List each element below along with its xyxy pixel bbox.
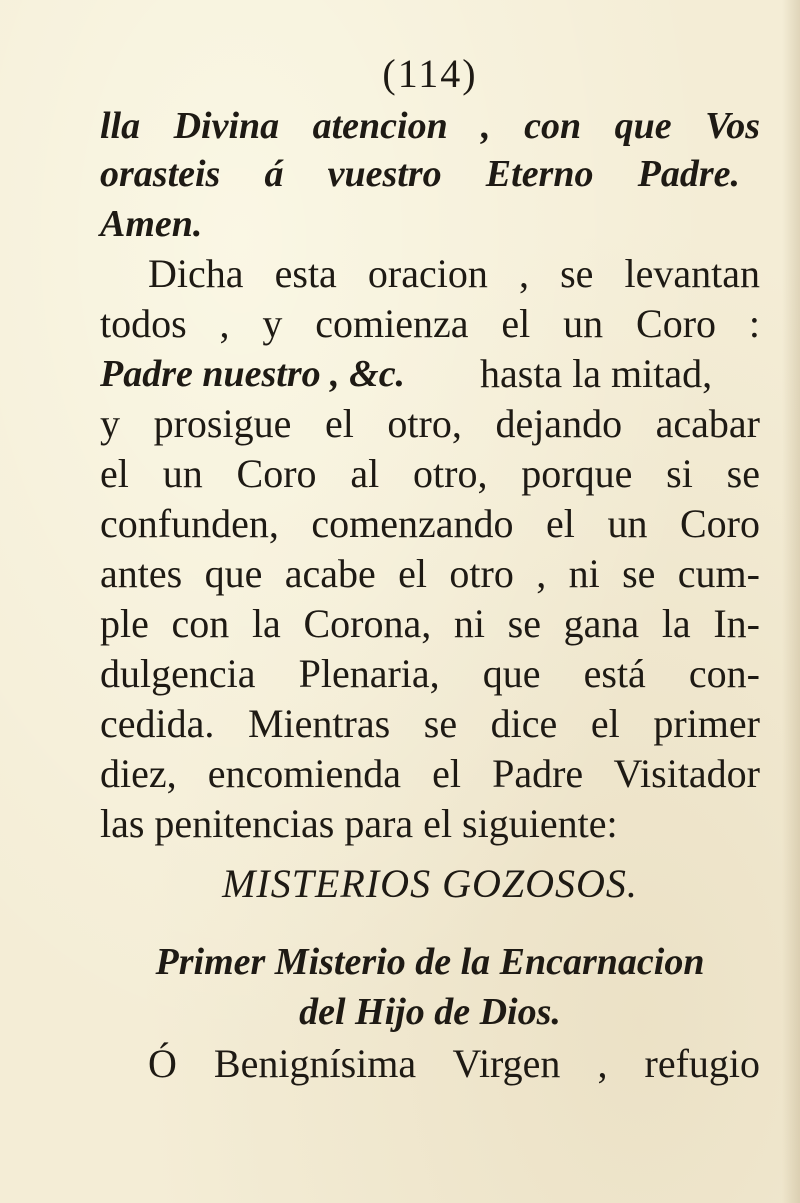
page-edge-shadow — [782, 0, 800, 1203]
text-line-1: lla Divina atencion , con que Vos — [100, 105, 760, 147]
text-line-11: ple con la Corona, ni se gana la In- — [100, 601, 760, 646]
text-line-8: el un Coro al otro, porque si se — [100, 451, 760, 496]
subheading-line-2: del Hijo de Dios. — [299, 991, 561, 1033]
text-line-7: y prosigue el otro, dejando acabar — [100, 401, 760, 446]
text-line-2: orasteis á vuestro Eterno Padre. — [100, 153, 740, 195]
text-line-9: confunden, comenzando el un Coro — [100, 501, 760, 546]
inline-italic-phrase: Padre nuestro , &c. — [100, 353, 406, 395]
inline-upright-phrase: hasta la mitad, — [480, 351, 713, 396]
text-line-14: diez, encomienda el Padre Visitador — [100, 751, 760, 796]
text-line-10: antes que acabe el otro , ni se cum- — [100, 551, 760, 596]
page-number: (114) — [382, 51, 478, 96]
section-heading: MISTERIOS GOZOSOS. — [222, 861, 638, 906]
text-line-4: Dicha esta oracion , se levantan — [148, 251, 760, 296]
text-line-12: dulgencia Plenaria, que está con- — [100, 651, 760, 696]
text-line-5: todos , y comienza el un Coro : — [100, 301, 760, 346]
text-line-15: las penitencias para el siguiente: — [100, 801, 618, 846]
text-line-3: Amen. — [100, 203, 203, 245]
subheading-line-1: Primer Misterio de la Encarnacion — [155, 941, 705, 983]
text-line-final: Ó Benignísima Virgen , refugio — [148, 1041, 760, 1086]
text-line-13: cedida. Mientras se dice el primer — [100, 701, 760, 746]
